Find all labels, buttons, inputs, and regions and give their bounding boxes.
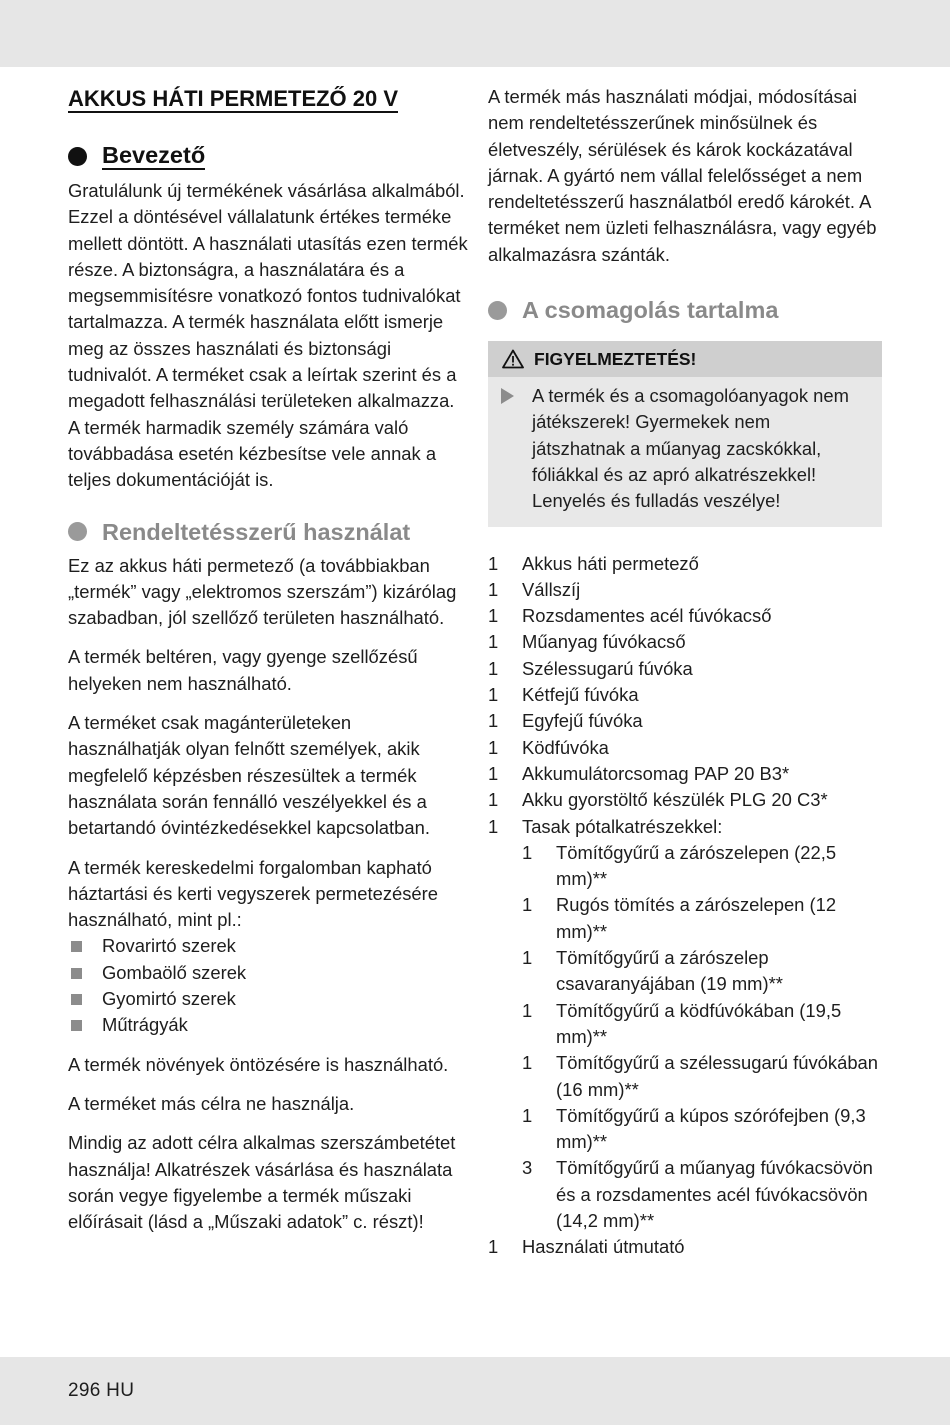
list-item: 1 Szélessugarú fúvóka [488, 657, 693, 679]
intended-use-p3: A terméket csak magánterületeken használhatják olyan felnőtt személyek, akik megfelelő képzésben részesültek a termék használata során fennálló veszélyekkel és a betartandó óvintézkedésekkel kapcsolatban. [68, 712, 430, 839]
arrow-bullet-icon [501, 388, 514, 404]
list-item: 1 Használati útmutató [488, 1236, 685, 1258]
square-bullet-icon [71, 994, 82, 1005]
list-item: 1 Akkus háti permetező [488, 552, 699, 574]
warning-box [488, 341, 882, 526]
chemicals-list [68, 933, 468, 1038]
intro-heading: Bevezető [68, 142, 468, 170]
warning-body: A termék és a csomagolóanyagok nem játékszerek! Gyermekek nem játszhatnak a műanyag zacskókkal, fóliákkal és az apró alkatrészekkel! Lenyelés és fulladás veszélye! [488, 377, 882, 526]
list-item: Gombaölő szerek [68, 960, 468, 986]
list-item: 3 Tömítőgyűrű a műanyag fúvókacsövön és a rozsdamentes acél fúvókacsövön (14,2 mm)** [522, 1157, 873, 1231]
list-item: 1 Műanyag fúvókacső [488, 631, 686, 653]
left-column [68, 84, 468, 1235]
list-item: Műtrágyák [68, 1012, 468, 1038]
list-item: 1 Rozsdamentes acél fúvókacső [488, 605, 772, 627]
footer-band [0, 1357, 950, 1425]
list-item: 1 Tömítőgyűrű a zárószelep csavaranyájában (19 mm)** [522, 947, 783, 995]
warning-triangle-icon [502, 349, 524, 369]
list-item: 1 Tömítőgyűrű a ködfúvókában (19,5 mm)** [522, 999, 842, 1047]
bullet-icon [68, 522, 87, 541]
list-item: 1 Kétfejű fúvóka [488, 684, 639, 706]
list-item: 1 Akkumulátorcsomag PAP 20 B3* [488, 762, 790, 784]
list-item: 1 Ködfúvóka [488, 736, 609, 758]
package-contents-list-end [488, 1234, 888, 1260]
package-contents-list [488, 551, 888, 840]
right-column [488, 84, 888, 1261]
list-item: 1 Tömítőgyűrű a zárószelepen (22,5 mm)** [522, 841, 837, 890]
list-item: 1 Tömítőgyűrű a szélessugarú fúvókában (16 mm)** [522, 1052, 879, 1100]
package-heading: A csomagolás tartalma [488, 295, 888, 325]
intended-use-p7: Mindig az adott célra alkalmas szerszámbetétet használja! Alkatrészek vásárlása és használata során vegye figyelembe a termék műszaki előírásait (lásd a „Műszaki adatok” c. részt)! [68, 1132, 456, 1233]
warning-header: FIGYELMEZTETÉS! [488, 341, 882, 377]
intended-use-p1: Ez az akkus háti permetező (a továbbiakban „termék” vagy „elektromos szerszám”) kizárólag szabadban, jól szellőző területen használható. [68, 554, 457, 629]
list-item: 1 Vállszíj [488, 578, 581, 600]
spare-parts-list [488, 840, 888, 1234]
list-item: 1 Egyfejű fúvóka [488, 710, 643, 732]
intended-use-p4: A termék kereskedelmi forgalomban kapható háztartási és kerti vegyszerek permetezésére használható, mint pl.: [68, 856, 439, 931]
intended-use-p6: A terméket más célra ne használja. [68, 1092, 355, 1114]
intended-use-heading: Rendeltetésszerű használat [68, 517, 468, 547]
bullet-icon [68, 147, 87, 166]
header-band [0, 0, 950, 67]
square-bullet-icon [71, 1020, 82, 1031]
list-item: Gyomirtó szerek [68, 986, 468, 1012]
bullet-icon [488, 301, 507, 320]
intro-text: Gratulálunk új termékének vásárlása alkalmából. Ezzel a döntésével vállalatunk értékes terméke mellett döntött. A használati utasítás ezen termék része. A biztonságra, a használatára és a megsemmisítésre vonatkozó fontos tudnivalókat tartalmazza. A termék használata előtt ismerje meg az összes használati és biztonsági tudnivalót. A terméket csak a leírtak szerint és a megadott felhasználási területeken alkalmazza. A termék harmadik személy számára való továbbadása esetén kézbesítse vele annak a teljes dokumentációját is. [68, 180, 468, 491]
intended-use-p2: A termék beltéren, vagy gyenge szellőzésű helyeken nem használható. [68, 646, 418, 694]
list-item: 1 Akku gyorstöltő készülék PLG 20 C3* [488, 789, 828, 811]
intended-use-p5: A termék növények öntözésére is használható. [68, 1053, 449, 1075]
square-bullet-icon [71, 941, 82, 952]
page-number: 296 HU [68, 1380, 135, 1401]
page-title: AKKUS HÁTI PERMETEZŐ 20 V [68, 86, 399, 111]
list-item: Rovarirtó szerek [68, 933, 468, 959]
list-item: 1 Tömítőgyűrű a kúpos szórófejben (9,3 mm)** [522, 1104, 866, 1153]
intended-use-p8: A termék más használati módjai, módosításai nem rendeltetésszerűnek minősülnek és életveszély, sérülések és károk kockázatával járnak. A gyártó nem vállal felelősséget a nem rendeltetésszerű használatból eredő károkét. A terméket nem üzleti felhasználásra, vagy egyéb alkalmazásra szánták. [488, 86, 877, 265]
square-bullet-icon [71, 968, 82, 979]
list-item: 1 Tasak pótalkatrészekkel: [488, 815, 723, 837]
list-item: 1 Rugós tömítés a zárószelepen (12 mm)** [522, 894, 837, 942]
